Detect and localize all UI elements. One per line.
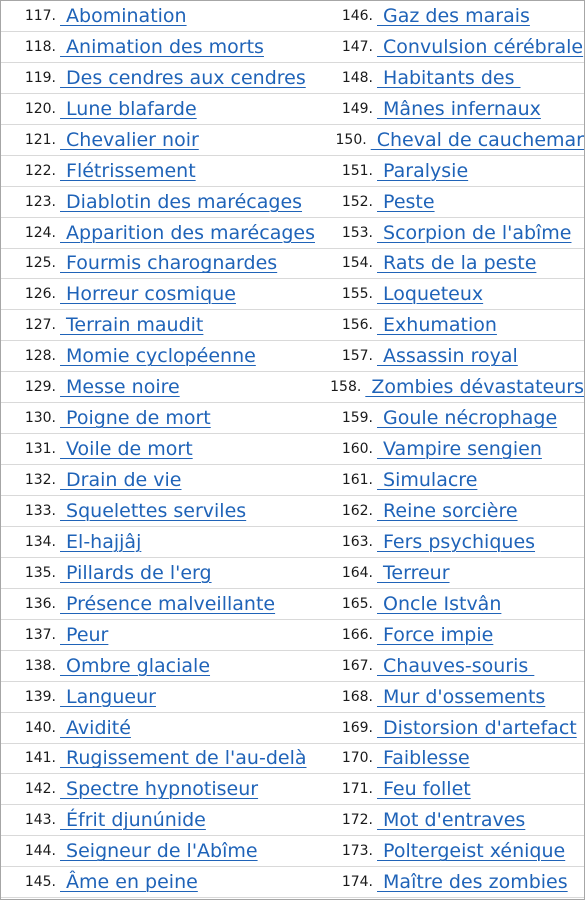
item-number: 121. <box>24 131 56 148</box>
item-number: 149. <box>341 100 373 117</box>
item-link[interactable]: Diablotin des marécages <box>60 190 303 213</box>
item-link[interactable]: Avidité <box>60 716 131 739</box>
list-item <box>319 496 584 527</box>
item-link[interactable]: Terreur <box>377 561 450 584</box>
item-link[interactable]: Messe noire <box>60 376 180 399</box>
item-number: 120. <box>24 100 56 117</box>
item-link[interactable]: Âme en peine <box>60 871 198 894</box>
item-number: 160. <box>341 441 373 458</box>
item-link[interactable]: Oncle Istvân <box>377 592 502 615</box>
item-number: 136. <box>24 595 56 612</box>
list-item <box>1 682 319 713</box>
item-number: 144. <box>24 843 56 860</box>
item-number: 170. <box>341 750 373 767</box>
item-number: 142. <box>24 781 56 798</box>
item-link[interactable]: El-hajjâj <box>60 530 142 553</box>
item-link[interactable]: Maître des zombies <box>377 871 568 894</box>
item-number: 155. <box>341 286 373 303</box>
list-item <box>1 94 319 125</box>
item-number: 157. <box>341 348 373 365</box>
list-item <box>1 218 319 249</box>
item-link[interactable]: Abomination <box>60 4 187 27</box>
item-number: 118. <box>24 38 56 55</box>
item-link[interactable]: Loqueteux <box>377 283 484 306</box>
item-number: 162. <box>341 502 373 519</box>
item-link[interactable]: Paralysie <box>377 159 469 182</box>
item-number: 130. <box>24 410 56 427</box>
item-number: 129. <box>24 379 56 396</box>
item-number: 159. <box>341 410 373 427</box>
item-number: 163. <box>341 533 373 550</box>
item-number: 140. <box>24 719 56 736</box>
list-item <box>319 589 584 620</box>
item-number: 148. <box>341 69 373 86</box>
list-item <box>1 713 319 744</box>
list-item <box>319 218 584 249</box>
list-item <box>1 651 319 682</box>
item-number: 152. <box>341 193 373 210</box>
list-item <box>1 805 319 836</box>
item-link[interactable]: Momie cyclopéenne <box>60 345 256 368</box>
item-link[interactable]: Fourmis charognardes <box>60 252 278 275</box>
item-link[interactable]: Spectre hypnotiseur <box>60 778 259 801</box>
item-link[interactable]: Lune blafarde <box>60 97 197 120</box>
list-item <box>319 527 584 558</box>
item-number: 138. <box>24 657 56 674</box>
item-number: 119. <box>24 69 56 86</box>
list-item <box>319 867 584 898</box>
item-link[interactable]: Horreur cosmique <box>60 283 236 306</box>
item-link[interactable]: Zombies dévastateurs <box>365 376 584 399</box>
list-item <box>319 805 584 836</box>
list-item <box>319 249 584 280</box>
item-number: 123. <box>24 193 56 210</box>
item-link[interactable]: Rats de la peste <box>377 252 537 275</box>
list-item <box>319 372 584 403</box>
item-link[interactable]: Distorsion d'artefact <box>377 716 577 739</box>
item-number: 125. <box>24 255 56 272</box>
item-number: 137. <box>24 626 56 643</box>
item-link[interactable]: Drain de vie <box>60 469 182 492</box>
list-item <box>1 774 319 805</box>
item-link[interactable]: Flétrissement <box>60 159 196 182</box>
list-item <box>319 465 584 496</box>
item-link[interactable]: Vampire sengien <box>377 438 542 461</box>
list-item <box>319 651 584 682</box>
list-item <box>319 620 584 651</box>
list-item <box>319 403 584 434</box>
item-link[interactable]: Fers psychiques <box>377 530 536 553</box>
item-link[interactable]: Convulsion cérébrale <box>377 35 584 58</box>
item-number: 173. <box>341 843 373 860</box>
left-column <box>1 1 319 898</box>
item-number: 158. <box>330 379 362 396</box>
list-item <box>1 589 319 620</box>
list-item <box>319 558 584 589</box>
list-item <box>1 310 319 341</box>
list-item <box>319 125 584 156</box>
list-item <box>1 32 319 63</box>
list-item <box>319 713 584 744</box>
item-link[interactable]: Goule nécrophage <box>377 407 558 430</box>
item-link[interactable]: Seigneur de l'Abîme <box>60 840 258 863</box>
list-item <box>1 372 319 403</box>
item-link[interactable]: Pillards de l'erg <box>60 561 212 584</box>
list-item <box>1 279 319 310</box>
item-link[interactable]: Exhumation <box>377 314 497 337</box>
item-number: 174. <box>341 874 373 891</box>
item-link[interactable]: Terrain maudit <box>60 314 204 337</box>
list-item <box>319 279 584 310</box>
list-item <box>319 682 584 713</box>
item-link[interactable]: Habitants des <box>377 66 521 89</box>
item-link[interactable]: Reine sorcière <box>377 499 518 522</box>
item-number: 131. <box>24 441 56 458</box>
item-number: 167. <box>341 657 373 674</box>
item-number: 154. <box>341 255 373 272</box>
list-item <box>1 63 319 94</box>
item-number: 166. <box>341 626 373 643</box>
item-number: 164. <box>341 564 373 581</box>
list-item <box>1 1 319 32</box>
item-number: 146. <box>341 7 373 24</box>
item-number: 135. <box>24 564 56 581</box>
list-item <box>1 527 319 558</box>
item-number: 165. <box>341 595 373 612</box>
item-number: 139. <box>24 688 56 705</box>
item-link[interactable]: Animation des morts <box>60 35 264 58</box>
item-number: 141. <box>24 750 56 767</box>
item-link[interactable]: Mur d'ossements <box>377 685 546 708</box>
list-item <box>1 465 319 496</box>
item-link[interactable]: Peste <box>377 190 435 213</box>
list-item <box>1 403 319 434</box>
item-link[interactable]: Faiblesse <box>377 747 470 770</box>
list-item <box>319 63 584 94</box>
list-item <box>1 341 319 372</box>
item-number: 143. <box>24 812 56 829</box>
item-link[interactable]: Simulacre <box>377 469 478 492</box>
item-number: 169. <box>341 719 373 736</box>
item-number: 171. <box>341 781 373 798</box>
list-item <box>319 774 584 805</box>
item-link[interactable]: Des cendres aux cendres <box>60 66 306 89</box>
list-item <box>319 187 584 218</box>
item-number: 132. <box>24 472 56 489</box>
item-link[interactable]: Scorpion de l'abîme <box>377 221 572 244</box>
item-link[interactable]: Langueur <box>60 685 156 708</box>
list-item <box>1 125 319 156</box>
item-link[interactable]: Assassin royal <box>377 345 518 368</box>
list-item <box>319 836 584 867</box>
item-number: 161. <box>341 472 373 489</box>
item-link[interactable]: Feu follet <box>377 778 471 801</box>
item-number: 172. <box>341 812 373 829</box>
list-item <box>319 32 584 63</box>
item-link[interactable]: Éfrit djunúnide <box>60 809 206 832</box>
item-link[interactable]: Mot d'entraves <box>377 809 526 832</box>
item-link[interactable]: Présence malveillante <box>60 592 276 615</box>
item-number: 153. <box>341 224 373 241</box>
list-item <box>319 1 584 32</box>
item-number: 133. <box>24 502 56 519</box>
item-link[interactable]: Voile de mort <box>60 438 193 461</box>
list-item <box>1 496 319 527</box>
list-item <box>1 558 319 589</box>
list-item <box>1 249 319 280</box>
list-item <box>1 836 319 867</box>
item-number: 156. <box>341 317 373 334</box>
right-column <box>319 1 584 898</box>
item-link[interactable]: Chauves-souris <box>377 654 535 677</box>
item-link[interactable]: Poigne de mort <box>60 407 211 430</box>
item-number: 147. <box>341 38 373 55</box>
item-link[interactable]: Peur <box>60 623 109 646</box>
list-item <box>1 620 319 651</box>
list-item <box>319 434 584 465</box>
item-number: 151. <box>341 162 373 179</box>
item-number: 126. <box>24 286 56 303</box>
item-number: 134. <box>24 533 56 550</box>
item-link[interactable]: Squelettes serviles <box>60 499 247 522</box>
list-item <box>319 94 584 125</box>
item-number: 145. <box>24 874 56 891</box>
item-number: 124. <box>24 224 56 241</box>
item-link[interactable]: Ombre glaciale <box>60 654 211 677</box>
item-link[interactable]: Poltergeist xénique <box>377 840 566 863</box>
list-item <box>1 867 319 898</box>
item-number: 127. <box>24 317 56 334</box>
list-item <box>319 341 584 372</box>
list-item <box>1 156 319 187</box>
item-link[interactable]: Gaz des marais <box>377 4 530 27</box>
list-item <box>319 310 584 341</box>
item-link[interactable]: Apparition des marécages <box>60 221 315 244</box>
list-item <box>1 744 319 775</box>
list-item <box>319 156 584 187</box>
item-number: 117. <box>24 7 56 24</box>
item-link[interactable]: Force impie <box>377 623 494 646</box>
item-number: 150. <box>335 131 367 148</box>
item-number: 168. <box>341 688 373 705</box>
item-link[interactable]: Mânes infernaux <box>377 97 541 120</box>
list-item <box>319 744 584 775</box>
list-item <box>1 187 319 218</box>
item-link[interactable]: Rugissement de l'au-delà <box>60 747 307 770</box>
item-number: 122. <box>24 162 56 179</box>
item-link[interactable]: Cheval de cauchemar <box>370 128 584 151</box>
item-link[interactable]: Chevalier noir <box>60 128 199 151</box>
item-number: 128. <box>24 348 56 365</box>
list-item <box>1 434 319 465</box>
